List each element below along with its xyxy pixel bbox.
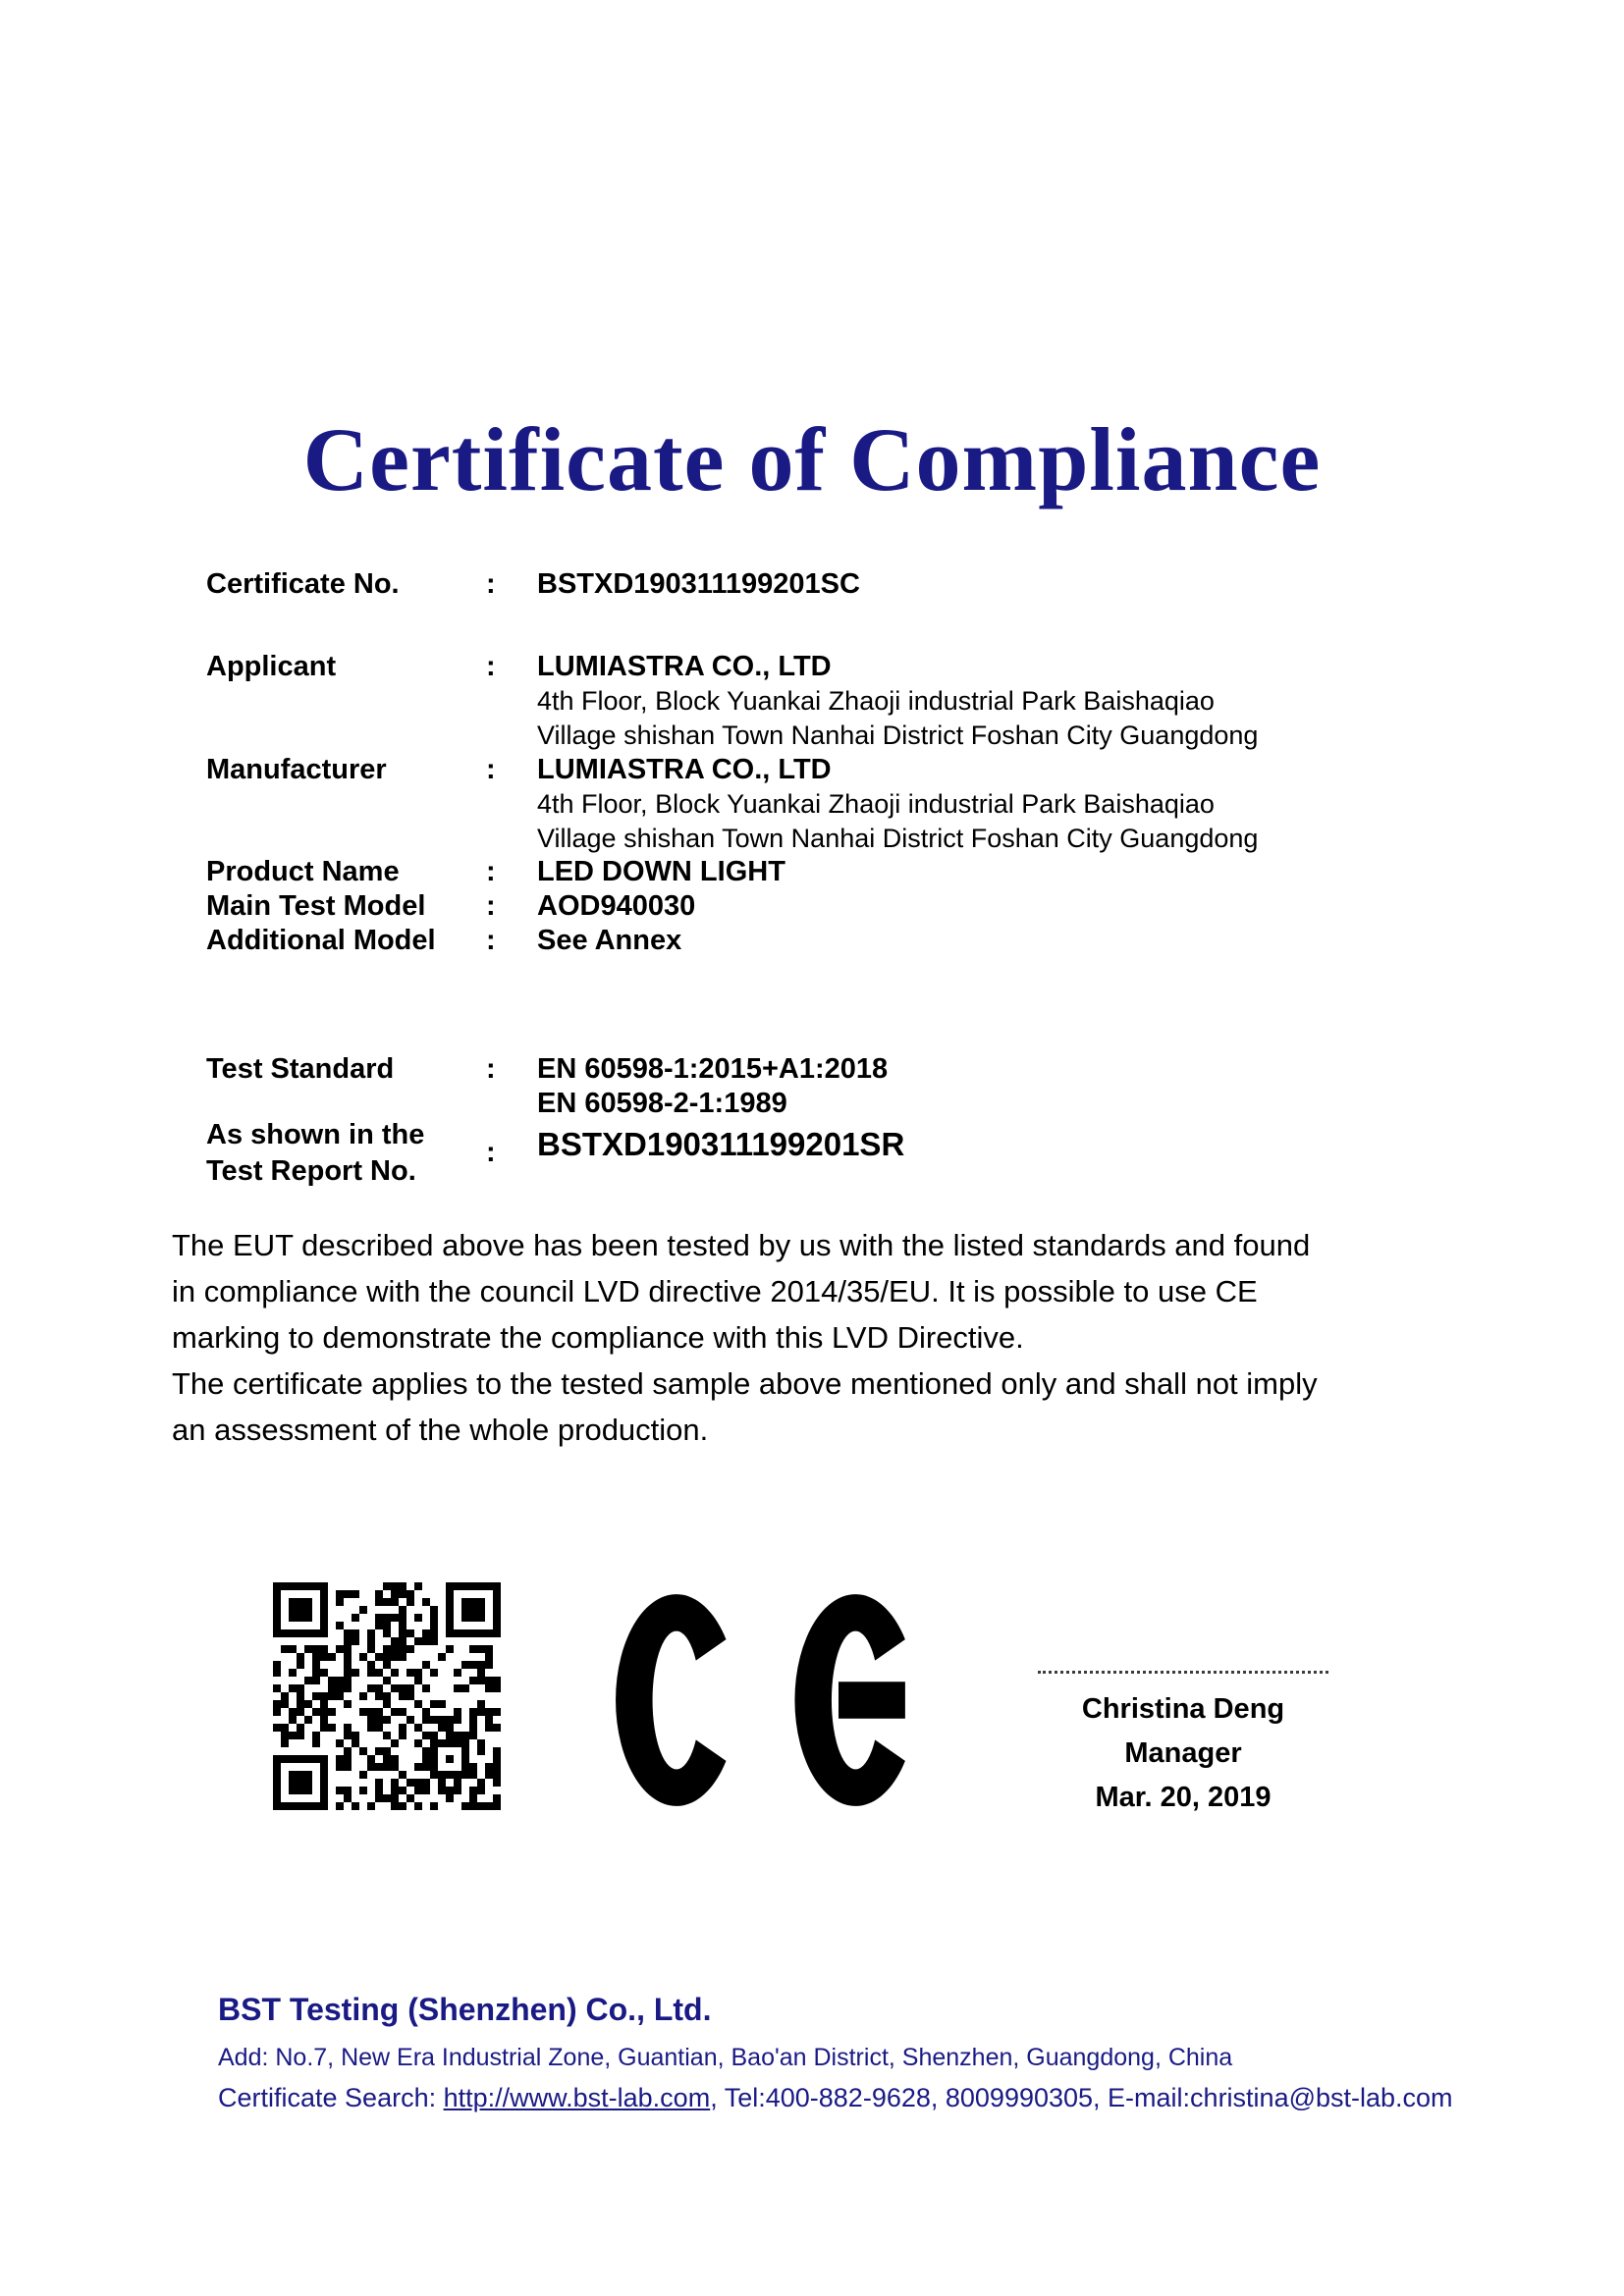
issuer-footer [218, 1991, 1453, 2113]
signature-dotted-line [1038, 1671, 1328, 1674]
page-title: Certificate of Compliance [302, 409, 1322, 509]
certificate-no-label: Certificate No. [206, 568, 400, 600]
certificate-search-line [218, 2082, 1453, 2113]
row-manufacturer [206, 753, 1258, 856]
additional-model-label: Additional Model [206, 925, 436, 956]
colon: : [486, 856, 496, 887]
additional-model-value: See Annex [537, 925, 682, 956]
certificate-no-value: BSTXD190311199201SC [537, 568, 860, 600]
colon: : [486, 754, 496, 785]
signatory-name: Christina Deng [1081, 1693, 1285, 1725]
applicant-address-line2: Village shishan Town Nanhai District Foshan City Guangdong [537, 721, 1259, 750]
test-standard-label: Test Standard [206, 1053, 395, 1085]
row-applicant [206, 650, 1258, 753]
statement-line: an assessment of the whole production. [172, 1413, 709, 1447]
colon: : [486, 890, 496, 922]
test-report-no-value: BSTXD190311199201SR [537, 1126, 905, 1162]
signatory-role: Manager [1124, 1737, 1242, 1769]
statement-line: The EUT described above has been tested by us with the listed standards and found [172, 1228, 1311, 1262]
certificate-search-label: Certificate Search: [218, 2083, 444, 2112]
test-standard-value1: EN 60598-1:2015+A1:2018 [537, 1053, 889, 1085]
manufacturer-address-line1: 4th Floor, Block Yuankai Zhaoji industrial Park Baishaqiao [537, 789, 1215, 819]
row-additional-model [206, 924, 681, 958]
applicant-name: LUMIASTRA CO., LTD [537, 651, 832, 682]
colon: : [486, 1053, 496, 1085]
certificate-search-url[interactable]: http://www.bst-lab.com [443, 2083, 711, 2112]
applicant-label: Applicant [206, 651, 337, 682]
colon: : [486, 568, 496, 600]
manufacturer-label: Manufacturer [206, 754, 387, 785]
ce-mark-logo [616, 1594, 914, 1806]
manufacturer-name: LUMIASTRA CO., LTD [537, 754, 832, 785]
row-test-report-no [206, 1117, 904, 1190]
test-report-label-line1: As shown in the [206, 1119, 425, 1150]
manufacturer-address-line2: Village shishan Town Nanhai District Foshan City Guangdong [537, 824, 1259, 853]
colon: : [486, 1137, 496, 1168]
test-standard-value2: EN 60598-2-1:1989 [537, 1088, 787, 1119]
statement-line: The certificate applies to the tested sample above mentioned only and shall not imply [172, 1366, 1318, 1401]
main-test-model-value: AOD940030 [537, 890, 696, 922]
row-test-standard [206, 1052, 888, 1121]
qr-code [273, 1582, 501, 1810]
product-name-value: LED DOWN LIGHT [537, 856, 785, 887]
statement-paragraph [172, 1222, 1488, 1453]
statement-line: marking to demonstrate the compliance with this LVD Directive. [172, 1320, 1024, 1355]
colon: : [486, 651, 496, 682]
colon: : [486, 925, 496, 956]
contact-info: , Tel:400-882-9628, 8009990305, E-mail:christina@bst-lab.com [710, 2083, 1453, 2112]
issuer-company-name: BST Testing (Shenzhen) Co., Ltd. [218, 1992, 712, 2027]
row-certificate-no [206, 567, 860, 602]
row-main-test-model [206, 889, 695, 924]
statement-line: in compliance with the council LVD directive 2014/35/EU. It is possible to use CE [172, 1274, 1258, 1308]
main-test-model-label: Main Test Model [206, 890, 426, 922]
row-product-name [206, 855, 785, 889]
applicant-address-line1: 4th Floor, Block Yuankai Zhaoji industrial Park Baishaqiao [537, 686, 1215, 716]
signature-date: Mar. 20, 2019 [1095, 1782, 1272, 1813]
test-report-label-line2: Test Report No. [206, 1155, 416, 1187]
product-name-label: Product Name [206, 856, 400, 887]
signature-block [1011, 1671, 1355, 1820]
issuer-address: Add: No.7, New Era Industrial Zone, Guantian, Bao'an District, Shenzhen, Guangdong, China [218, 2044, 1233, 2071]
